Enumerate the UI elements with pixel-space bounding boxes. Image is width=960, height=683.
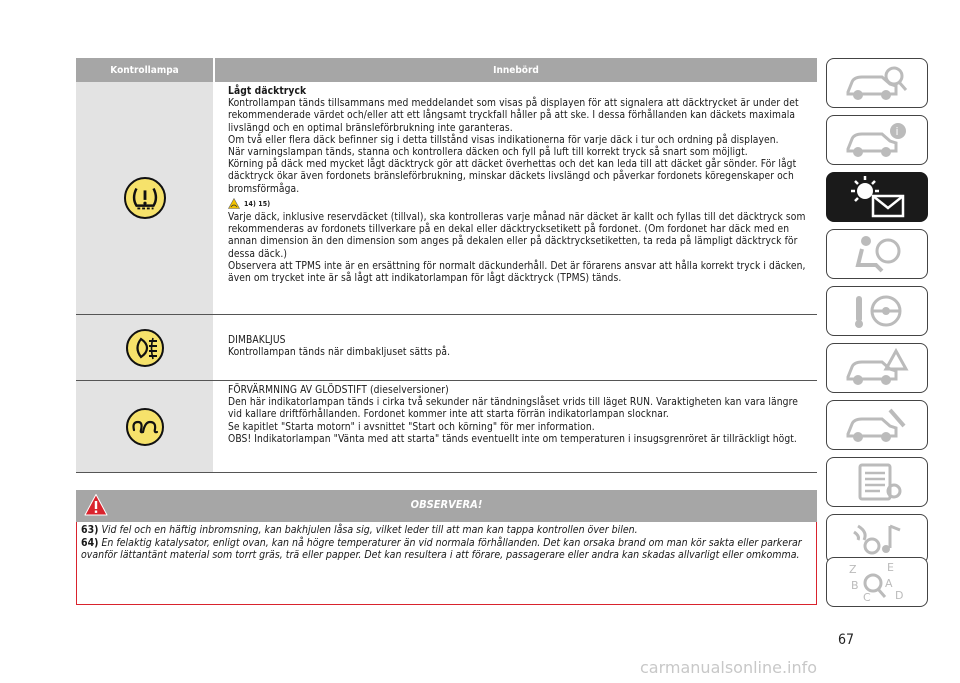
table-header [76, 58, 817, 82]
row-title: Lågt däcktryck [228, 86, 307, 97]
steering-wheel-key-icon [842, 290, 912, 332]
svg-text:A: A [885, 577, 893, 590]
row-text: Observera att TPMS inte är en ersättning för normalt däckunderhåll. Det är förarens ansvar att hålla korrekt tryck i däcken, även om trycket inte är så lågt att indikatorlampan för lågt däcktryck (TPMS) tänds. [228, 260, 806, 285]
table-row-tpms [76, 82, 817, 315]
row-text: Om två eller flera däck befinner sig i detta tillstånd visas indikationerna för varje däck i tur och ordning på displayen. [228, 134, 779, 146]
car-info-icon [842, 119, 912, 161]
caution-icon [228, 198, 240, 209]
data-sheet-icon [842, 461, 912, 503]
meaning-cell [228, 86, 815, 285]
svg-text:E: E [887, 561, 894, 574]
table-row-glow-plug [76, 381, 817, 473]
svg-text:Z: Z [849, 563, 857, 576]
side-tab-car-search[interactable] [826, 58, 928, 108]
header-meaning: Innebörd [215, 58, 817, 82]
multimedia-music-icon [842, 518, 912, 560]
table-row-rear-fog [76, 315, 817, 381]
alphabet-index-icon [837, 559, 917, 605]
row-text: Varje däck, inklusive reservdäcket (tillval), ska kontrolleras varje månad när däcket är kallt och fyllas till det däcktryck som rekommenderas av fordonets tillverkare på en dekal eller däcktrycksetikett på fordonet. (Om fordonet har däck med en annan dimension än den dimension som anges på dekalen eller på däcktrycksetiketten, ta reda på lämpligt däcktryck för dessa däck.) [228, 212, 806, 260]
notice-header [76, 490, 817, 522]
row-text: Se kapitlet "Starta motorn" i avsnittet "Start och körning" för mer information. [228, 421, 595, 433]
svg-text:i: i [895, 125, 899, 138]
glow-plug-icon [126, 408, 164, 446]
row-title: FÖRVÄRMNING AV GLÖDSTIFT (dieselversioner) [228, 385, 449, 396]
svg-text:C: C [863, 591, 871, 604]
car-breakdown-warning-icon [842, 347, 912, 389]
reference-numbers: 14) 15) [244, 199, 271, 208]
tpms-tire-pressure-icon [124, 177, 166, 219]
svg-text:B: B [851, 579, 859, 592]
car-service-wrench-icon [842, 404, 912, 446]
lamp-cell [76, 315, 213, 380]
notice-item [81, 537, 812, 562]
side-tab-index[interactable] [826, 557, 928, 607]
row-text: Den här indikatorlampan tänds i cirka två sekunder när tändningslåset vrids till läget RUN. Varaktigheten kan vara längre vid kallare driftförhållanden. Fordonet kommer inte att starta förrän indikatorlampan slocknar. [228, 397, 798, 421]
header-lamp: Kontrollampa [76, 58, 213, 82]
lamp-cell [76, 82, 213, 314]
side-tab-emergency[interactable] [826, 343, 928, 393]
notice-title: OBSERVERA! [410, 498, 483, 511]
lamp-cell [76, 381, 213, 472]
side-tab-maintenance[interactable] [826, 400, 928, 450]
row-text: Kontrollampan tänds när dimbakljuset sätts på. [228, 347, 451, 359]
reference-marker [228, 198, 815, 210]
meaning-cell [228, 335, 815, 359]
notice-body [76, 522, 817, 605]
svg-text:D: D [895, 589, 904, 602]
notice-item-text: Vid fel och en häftig inbromsning, kan bakhjulen låsa sig, vilket leder till att man kan tappa kontrollen över bilen. [101, 524, 638, 536]
notice-item-text: En felaktig katalysator, enligt ovan, kan nå högre temperaturer än vid normala förhållanden. Det kan orsaka brand om man kör sakta eller parkerar ovanför lättantänt material som torrt gräs, trä eller papper. Det kan resultera i att förare, passagerare eller andra kan skadas allvarligt eller omkomma. [81, 536, 802, 561]
notice-item-number: 63) [81, 524, 99, 536]
meaning-cell [228, 385, 815, 446]
side-tab-safety[interactable] [826, 229, 928, 279]
row-text: OBS! Indikatorlampan "Vänta med att starta" tänds eventuellt inte om temperaturen i insugsgrenröret är tillräckligt högt. [228, 433, 797, 445]
row-text: När varningslampan tänds, stanna och kontrollera däcken och fyll på luft till korrekt tryck så snart som möjligt. [228, 147, 748, 159]
watermark: carmanualsonline.info [640, 658, 818, 677]
car-search-icon [842, 62, 912, 104]
side-tab-starting-driving[interactable] [826, 286, 928, 336]
page-number: 67 [838, 632, 855, 648]
airbag-seat-icon [842, 233, 912, 275]
rear-fog-lamp-icon [126, 329, 164, 367]
side-tab-car-info[interactable] [826, 115, 928, 165]
row-title: DIMBAKLJUS [228, 335, 286, 346]
notice-item [81, 524, 812, 537]
side-tab-warning-lights[interactable] [826, 172, 928, 222]
warning-light-message-icon [837, 174, 917, 220]
notice-item-number: 64) [81, 536, 99, 549]
row-text: Kontrollampan tänds tillsammans med meddelandet som visas på displayen för att signalera att däcktrycket är under det rekommenderade värdet och/eller att ett långsamt tryckfall håller på att ske. I dessa förhållanden kan däckets maximala livslängd och en optimal bränsleförbrukning inte garanteras. [228, 98, 799, 134]
row-text: Körning på däck med mycket lågt däcktryck gör att däcket överhettas och det kan leda till att däcket går sönder. För lågt däcktryck ökar även fordonets bränsleförbrukning, minskar däckets livslängd och påverkar fordonets köregenskaper och bromsförmåga. [228, 159, 797, 195]
side-tab-technical-data[interactable] [826, 457, 928, 507]
